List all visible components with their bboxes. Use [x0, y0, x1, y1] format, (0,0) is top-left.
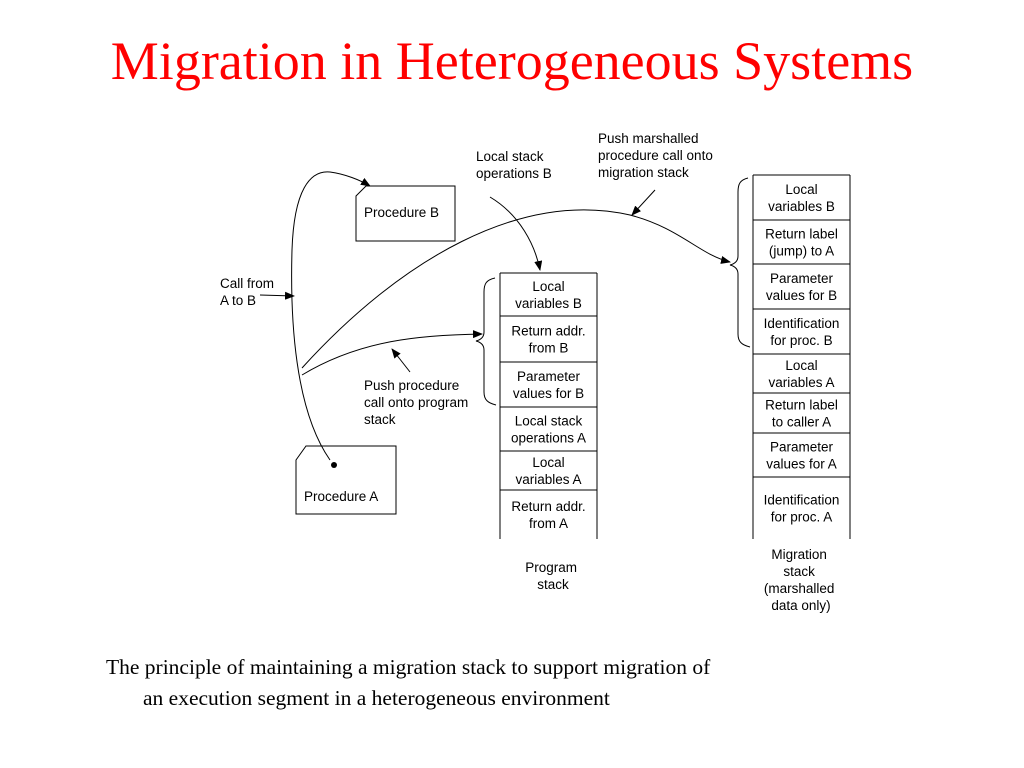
- procedure-b-label: Procedure B: [364, 205, 440, 220]
- migration-stack-caption: Migration stack (marshalled data only): [763, 547, 835, 613]
- slide-caption: [106, 652, 926, 714]
- migration-stack-cell-label: Parameter values for A: [766, 439, 837, 472]
- caption-line-2: an execution segment in a heterogeneous environment: [143, 686, 610, 710]
- program-stack-cell-label: Local stack operations A: [510, 413, 587, 446]
- migration-stack: [753, 175, 850, 539]
- program-stack-cell-label: Local variables A: [515, 455, 582, 487]
- migration-stack-cell-label: Identification for proc. B: [763, 316, 840, 348]
- local-ops-b-arrow: [490, 197, 540, 270]
- migration-stack-cell-label: Return label to caller A: [765, 397, 838, 430]
- program-stack-cell-label: Parameter values for B: [512, 369, 585, 401]
- call-label-arrow: [260, 295, 294, 296]
- program-stack-cell-label: Return addr. from A: [511, 499, 586, 531]
- program-stack: [500, 273, 597, 539]
- program-stack-brace: [476, 278, 496, 405]
- call-point-dot: [331, 462, 337, 468]
- local-ops-b-label: Local stack operations B: [476, 149, 552, 181]
- migration-stack-cell-label: Identification for proc. A: [763, 492, 840, 525]
- slide-title: Migration in Heterogeneous Systems: [110, 31, 914, 91]
- migration-stack-cell-label: Local variables B: [768, 182, 835, 214]
- program-stack-cell-label: Return addr. from B: [511, 323, 586, 356]
- call-label: Call from A to B: [220, 276, 275, 308]
- procedure-b-box: [356, 186, 455, 241]
- migration-stack-cell-label: Local variables A: [768, 358, 835, 390]
- procedure-a-box: [296, 446, 396, 514]
- program-stack-cell-label: Local variables B: [515, 279, 582, 311]
- caption-line-1: The principle of maintaining a migration stack to support migration of: [106, 655, 711, 679]
- program-stack-caption: Program stack: [525, 560, 577, 592]
- push-program-label: Push procedure call onto program stack: [364, 378, 469, 427]
- push-marshalled-label: Push marshalled procedure call onto migration stack: [598, 131, 713, 180]
- procedure-a-label: Procedure A: [304, 489, 379, 504]
- push-marshalled-arrow: [632, 190, 655, 215]
- migration-stack-brace: [730, 178, 750, 347]
- migration-stack-cell-label: Parameter values for B: [765, 271, 838, 303]
- migration-stack-cell-label: Return label (jump) to A: [765, 226, 838, 259]
- push-program-label-arrow: [392, 349, 410, 372]
